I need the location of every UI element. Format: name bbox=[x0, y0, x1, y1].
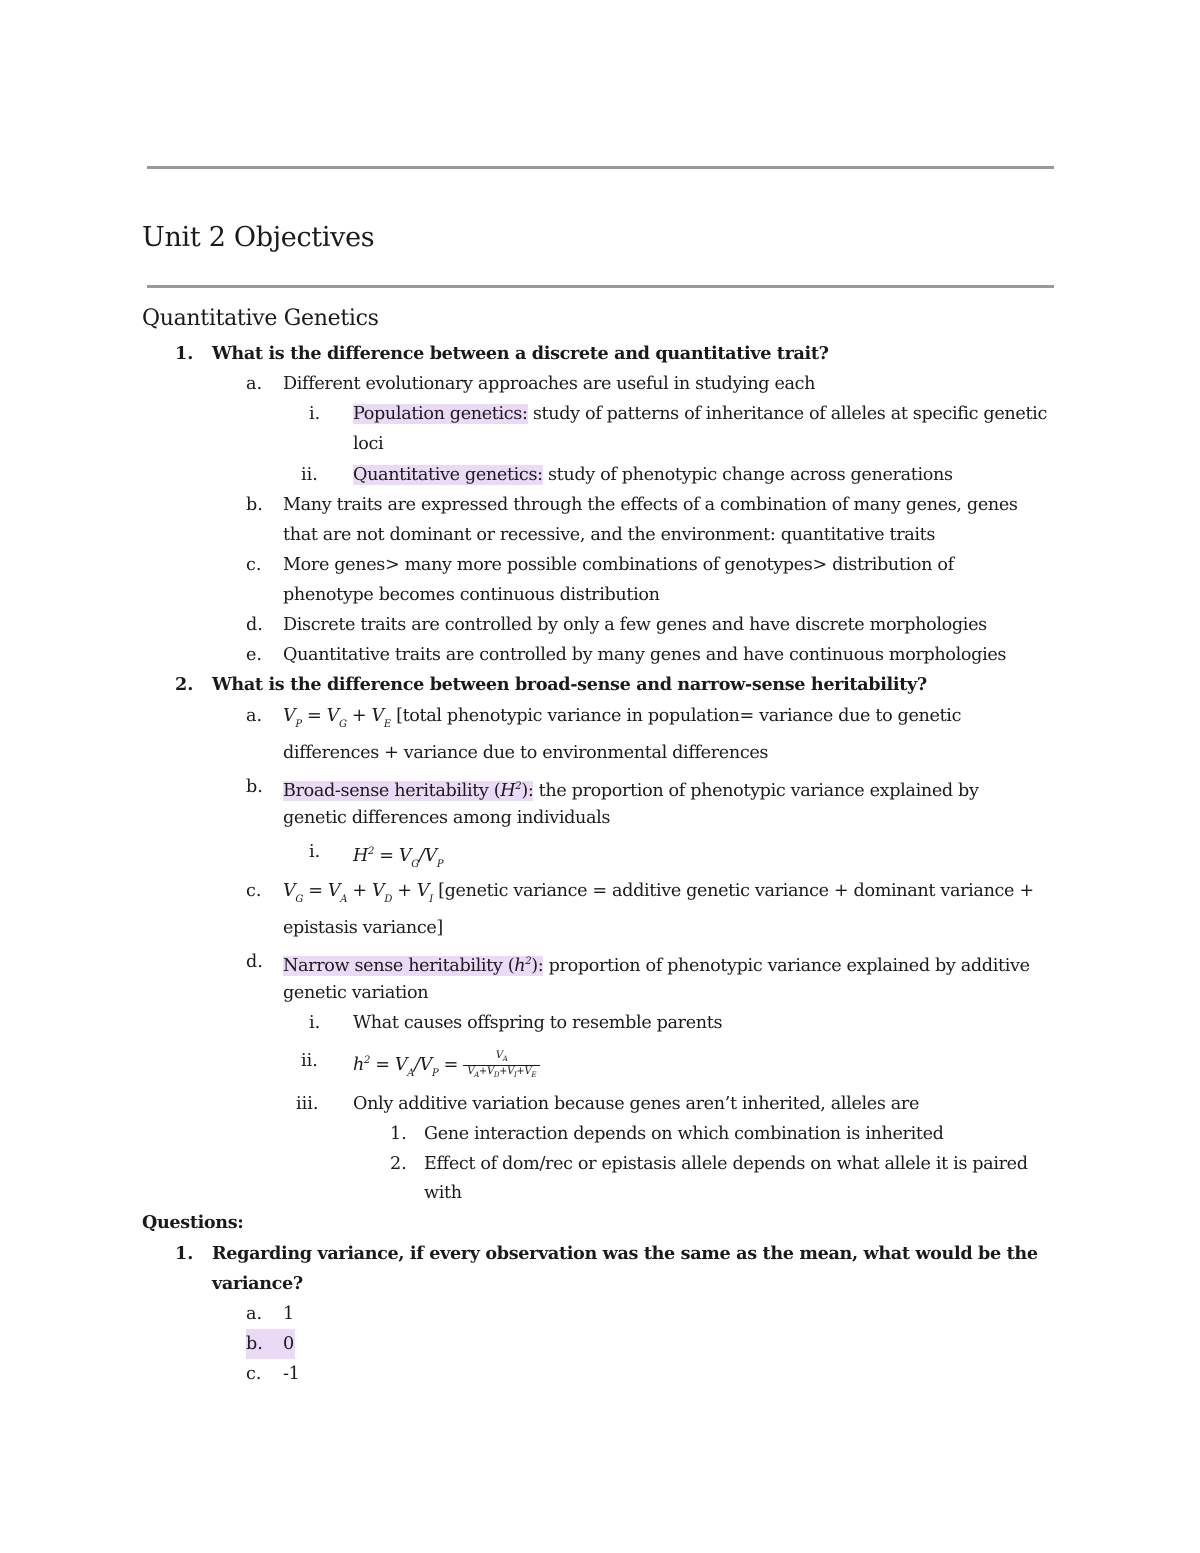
list-marker: i. bbox=[309, 1013, 321, 1033]
list-marker: iii. bbox=[296, 1094, 319, 1114]
list-item-continuation: with bbox=[424, 1183, 462, 1203]
list-item: Different evolutionary approaches are useful in studying each bbox=[283, 374, 816, 394]
list-item-continuation: that are not dominant or recessive, and the environment: quantitative traits bbox=[283, 525, 936, 545]
list-item: Effect of dom/rec or epistasis allele depends on what allele it is paired bbox=[424, 1154, 1028, 1174]
list-marker: a. bbox=[246, 706, 263, 726]
list-item: Population genetics: study of patterns of inheritance of alleles at specific genetic bbox=[353, 404, 1047, 424]
list-marker: 1. bbox=[175, 343, 194, 364]
list-item: Quantitative traits are controlled by many genes and have continuous morphologies bbox=[283, 645, 1007, 665]
list-marker: b. bbox=[246, 495, 263, 515]
highlighted-term: Quantitative genetics: bbox=[353, 465, 543, 485]
list-item: $V_P = V_G + V_E$ [total phenotypic variance in population= variance due to genetic bbox=[283, 706, 962, 730]
list-item-continuation: loci bbox=[353, 434, 384, 454]
list-marker: c. bbox=[246, 881, 262, 901]
list-marker: i. bbox=[309, 842, 321, 862]
list-marker: 2. bbox=[175, 674, 194, 695]
list-item-continuation: genetic variation bbox=[283, 983, 429, 1003]
list-marker: b. bbox=[246, 777, 263, 797]
genetic-variance-equation: $V_G = V_A + V_D + V_I$ bbox=[283, 881, 433, 905]
narrow-sense-equation: $h^2 = V_A/V_P$ = $\frac{V_A}{V_A+V_D+V_I+V_E}$ bbox=[353, 1046, 540, 1089]
questions-heading: Questions: bbox=[142, 1212, 244, 1233]
list-marker: d. bbox=[246, 615, 263, 635]
objective-question: What is the difference between a discrete and quantitative trait? bbox=[212, 343, 829, 364]
list-item-continuation: genetic differences among individuals bbox=[283, 808, 611, 828]
option-marker-selected: b. bbox=[246, 1329, 295, 1359]
objective-question: What is the difference between broad-sense and narrow-sense heritability? bbox=[212, 674, 927, 695]
list-item: More genes> many more possible combinations of genotypes> distribution of bbox=[283, 555, 954, 575]
practice-question-continuation: variance? bbox=[212, 1273, 303, 1294]
list-item-continuation: phenotype becomes continuous distribution bbox=[283, 585, 660, 605]
title-divider bbox=[147, 285, 1054, 288]
broad-sense-equation: $H^2 = V_G/V_P$ bbox=[353, 846, 444, 870]
answer-option: 1 bbox=[283, 1304, 294, 1324]
practice-question: Regarding variance, if every observation was the same as the mean, what would be the bbox=[212, 1243, 1038, 1264]
highlighted-term: Narrow sense heritability $(h^2)$: bbox=[283, 956, 544, 976]
list-item-continuation: epistasis variance] bbox=[283, 918, 443, 938]
option-marker: c. bbox=[246, 1364, 262, 1384]
list-item: Many traits are expressed through the effects of a combination of many genes, genes bbox=[283, 495, 1018, 515]
list-marker: a. bbox=[246, 374, 263, 394]
option-marker: a. bbox=[246, 1304, 263, 1324]
list-marker: ii. bbox=[301, 465, 318, 485]
list-marker: ii. bbox=[301, 1051, 318, 1071]
list-item: Discrete traits are controlled by only a few genes and have discrete morphologies bbox=[283, 615, 987, 635]
top-divider bbox=[147, 166, 1054, 169]
section-heading: Quantitative Genetics bbox=[142, 306, 379, 331]
page-title: Unit 2 Objectives bbox=[142, 222, 375, 253]
list-marker: 2. bbox=[390, 1154, 407, 1174]
list-item: Broad-sense heritability $(H^2)$: the proportion of phenotypic variance explained by bbox=[283, 781, 979, 801]
list-item: Quantitative genetics: study of phenotypic change across generations bbox=[353, 465, 953, 485]
answer-option: -1 bbox=[283, 1364, 300, 1384]
list-marker: 1. bbox=[390, 1124, 407, 1144]
list-marker: d. bbox=[246, 952, 263, 972]
list-marker: c. bbox=[246, 555, 262, 575]
highlighted-term: Broad-sense heritability $(H^2)$: bbox=[283, 781, 534, 801]
list-marker: e. bbox=[246, 645, 263, 665]
answer-option-selected: 0 bbox=[283, 1334, 294, 1354]
list-item: Narrow sense heritability $(h^2)$: proportion of phenotypic variance explained by additive bbox=[283, 956, 1030, 976]
highlighted-term: Population genetics: bbox=[353, 404, 528, 424]
variance-equation: $V_P = V_G + V_E$ bbox=[283, 706, 391, 730]
list-item: What causes offspring to resemble parents bbox=[353, 1013, 723, 1033]
list-item: Gene interaction depends on which combination is inherited bbox=[424, 1124, 944, 1144]
list-item: $V_G = V_A + V_D + V_I$ [genetic variance = additive genetic variance + dominant variance + bbox=[283, 881, 1034, 905]
list-marker: 1. bbox=[175, 1243, 194, 1264]
heritability-fraction: $\frac{V_A}{V_A+V_D+V_I+V_E}$ bbox=[463, 1050, 540, 1081]
list-marker: i. bbox=[309, 404, 321, 424]
list-item: Only additive variation because genes aren’t inherited, alleles are bbox=[353, 1094, 920, 1114]
list-item-continuation: differences + variance due to environmental differences bbox=[283, 743, 769, 763]
